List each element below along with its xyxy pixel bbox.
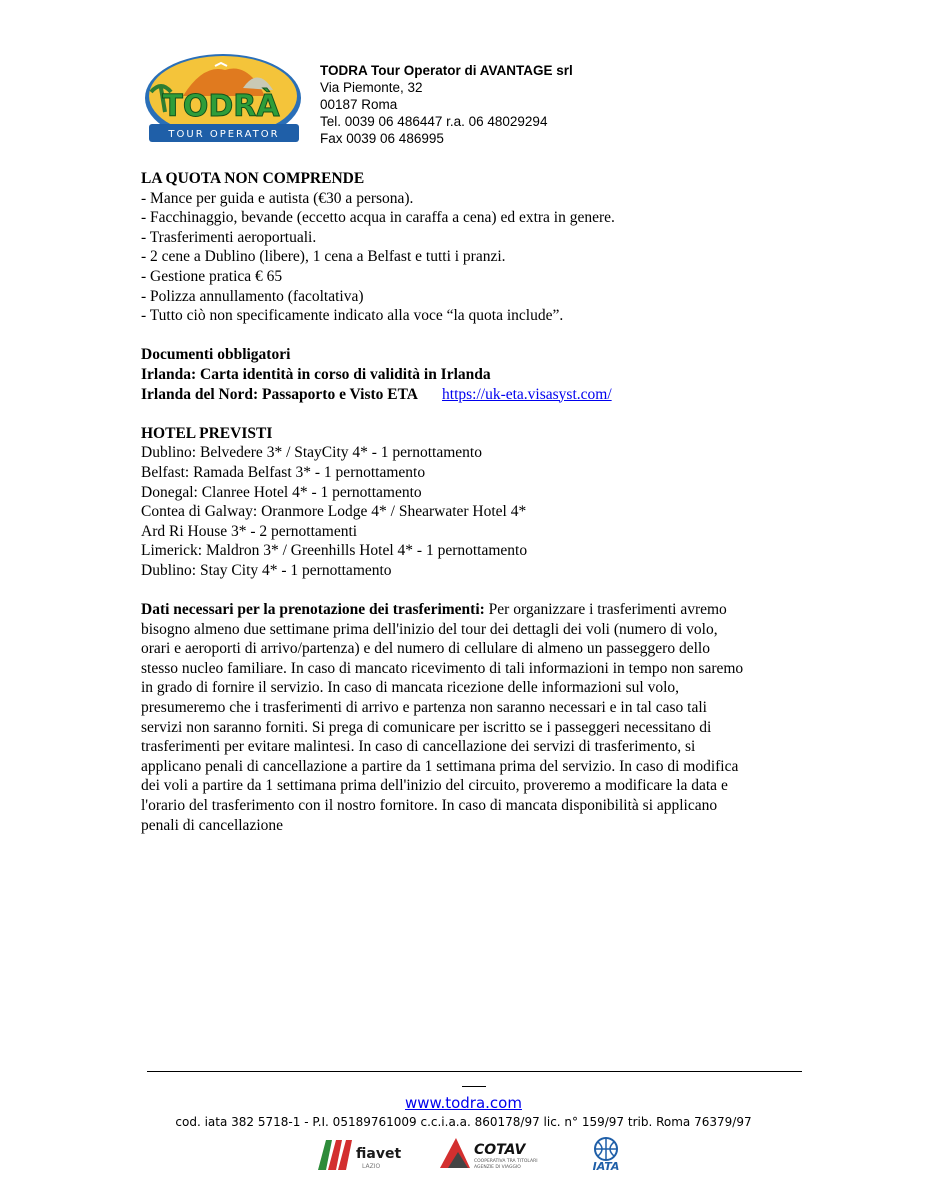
exclusion-item: - Trasferimenti aeroportuali. xyxy=(141,228,317,246)
todra-logo xyxy=(143,52,303,148)
documents-title: Documenti obbligatori xyxy=(141,346,291,364)
transfers-line-1 xyxy=(141,600,811,620)
transfers-line: penali di cancellazione xyxy=(141,816,284,834)
company-fax: Fax 0039 06 486995 xyxy=(320,131,444,146)
footer-divider-short xyxy=(462,1086,486,1087)
transfers-line: applicano penali di cancellazione a partire da 1 settimana prima del servizio. In caso di modifica xyxy=(141,757,739,775)
exclusions-section xyxy=(141,169,811,326)
svg-text:COTAV: COTAV xyxy=(474,1142,526,1158)
hotel-item: Dublino: Stay City 4* - 1 pernottamento xyxy=(141,561,392,579)
document-body xyxy=(141,169,811,835)
footer-divider xyxy=(147,1071,802,1072)
company-city: 00187 Roma xyxy=(320,97,398,112)
transfers-line: servizi non saranno forniti. Si prega di comunicare per iscritto se i passeggeri necessitano di xyxy=(141,718,712,736)
svg-text:TODRÀ: TODRÀ xyxy=(162,89,280,124)
transfers-line: orari e aeroporti di arrivo/partenza) e del numero di cellulare di almeno un passeggero dello xyxy=(141,640,710,658)
exclusion-item: - Polizza annullamento (facoltativa) xyxy=(141,287,364,305)
exclusion-item: - Mance per guida e autista (€30 a persona). xyxy=(141,189,414,207)
fiavet-logo xyxy=(316,1136,404,1172)
hotels-title: HOTEL PREVISTI xyxy=(141,424,273,442)
company-name: TODRA Tour Operator di AVANTAGE srl xyxy=(320,63,573,78)
transfers-line: trasferimenti per evitare malintesi. In caso di cancellazione dei servizi di trasferimento, si xyxy=(141,738,696,756)
hotel-item: Donegal: Clanree Hotel 4* - 1 pernottamento xyxy=(141,483,422,501)
company-phone: Tel. 0039 06 486447 r.a. 06 48029294 xyxy=(320,114,548,129)
transfers-line: dei voli a partire da 1 settimana prima dell'inizio del circuito, proveremo a modificare la data e xyxy=(141,777,728,795)
svg-text:AGENZIE DI VIAGGIO: AGENZIE DI VIAGGIO xyxy=(474,1165,521,1170)
transfers-text: Per organizzare i trasferimenti avremo xyxy=(488,601,727,619)
documents-ireland: Irlanda: Carta identità in corso di validità in Irlanda xyxy=(141,365,491,383)
iata-logo xyxy=(582,1136,630,1172)
transfers-line: presumeremo che i trasferimenti di arrivo e partenza non saranno necessari e in tal caso tali xyxy=(141,699,707,717)
svg-text:IATA: IATA xyxy=(592,1160,620,1172)
eta-link[interactable]: https://uk-eta.visasyst.com/ xyxy=(442,385,612,403)
transfers-line: in grado di fornire il servizio. In caso di mancata ricezione delle informazioni sul volo, xyxy=(141,679,680,697)
hotel-item: Belfast: Ramada Belfast 3* - 1 pernottamento xyxy=(141,463,426,481)
documents-ni-row xyxy=(141,385,811,405)
transfers-title: Dati necessari per la prenotazione dei trasferimenti: xyxy=(141,601,485,619)
documents-section xyxy=(141,345,811,404)
svg-text:LAZIO: LAZIO xyxy=(362,1163,381,1170)
transfers-line: l'orario del trasferimento con il nostro fornitore. In caso di mancata disponibilità si applicano xyxy=(141,797,718,814)
transfers-line: bisogno almeno due settimane prima dell'inizio del tour dei dettagli dei voli (numero di volo, xyxy=(141,620,718,638)
footer-website-row xyxy=(0,1094,927,1112)
exclusion-item: - Facchinaggio, bevande (eccetto acqua in caraffa a cena) ed extra in genere. xyxy=(141,209,615,227)
company-address xyxy=(320,62,573,147)
exclusions-title: LA QUOTA NON COMPRENDE xyxy=(141,170,365,187)
svg-text:TOUR OPERATOR: TOUR OPERATOR xyxy=(168,129,280,140)
hotel-item: Contea di Galway: Oranmore Lodge 4* / Shearwater Hotel 4* xyxy=(141,503,527,521)
company-street: Via Piemonte, 32 xyxy=(320,80,423,95)
cotav-logo xyxy=(438,1136,540,1172)
svg-text:COOPERATIVA TRA TITOLARI: COOPERATIVA TRA TITOLARI xyxy=(474,1159,538,1164)
transfers-paragraph xyxy=(141,600,811,835)
exclusion-item: - 2 cene a Dublino (libere), 1 cena a Belfast e tutti i pranzi. xyxy=(141,248,506,266)
footer-company-info: cod. iata 382 5718-1 - P.I. 05189761009 c.c.i.a.a. 860178/97 lic. n° 159/97 trib. Roma 76379/97 xyxy=(175,1115,752,1129)
hotel-item: Ard Ri House 3* - 2 pernottamenti xyxy=(141,522,358,540)
exclusion-item: - Tutto ciò non specificamente indicato alla voce “la quota include”. xyxy=(141,307,564,325)
transfers-line: stesso nucleo familiare. In caso di mancato ricevimento di tali informazioni in tempo non saremo xyxy=(141,659,744,677)
letterhead xyxy=(143,52,783,152)
hotel-item: Dublino: Belvedere 3* / StayCity 4* - 1 pernottamento xyxy=(141,444,482,462)
website-link[interactable]: www.todra.com xyxy=(405,1094,522,1112)
documents-ni: Irlanda del Nord: Passaporto e Visto ETA xyxy=(141,385,419,403)
svg-text:fiavet: fiavet xyxy=(356,1146,402,1162)
hotels-section xyxy=(141,424,811,581)
hotel-item: Limerick: Maldron 3* / Greenhills Hotel 4* - 1 pernottamento xyxy=(141,542,528,560)
exclusion-item: - Gestione pratica € 65 xyxy=(141,267,283,285)
